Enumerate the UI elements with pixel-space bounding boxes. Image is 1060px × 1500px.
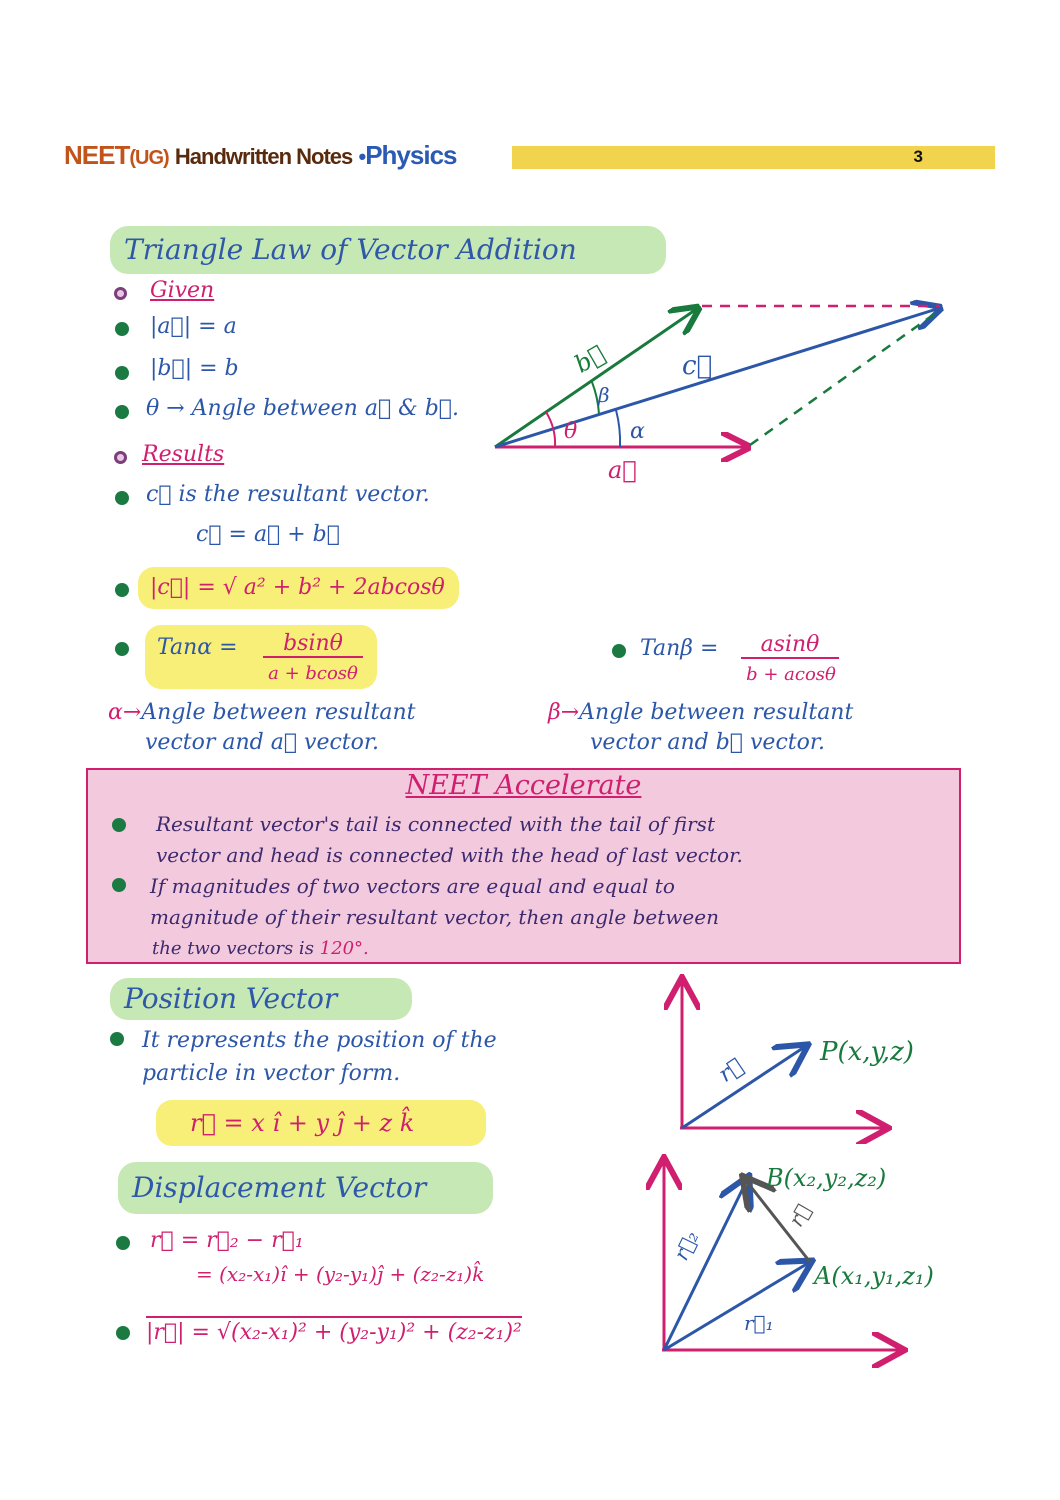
displacement-vector-diagram — [640, 1154, 980, 1374]
tan-alpha-box — [145, 625, 377, 689]
bullet-icon — [112, 818, 126, 832]
label-alpha: α — [630, 419, 645, 444]
header-dot: • — [358, 144, 366, 169]
displacement-eq1: r⃗ = r⃗₂ − r⃗₁ — [150, 1228, 304, 1253]
position-vector-title: Position Vector — [110, 978, 412, 1020]
tan-alpha-denominator: a + bcosθ — [268, 663, 358, 684]
label-a-point: A(x₁,y₁,z₁) — [814, 1262, 934, 1290]
bullet-icon — [115, 491, 129, 505]
header-notes: Handwritten Notes — [174, 144, 353, 169]
bullet-icon — [115, 405, 129, 419]
result-line: c⃗ is the resultant vector. — [146, 482, 430, 507]
header-bar — [512, 146, 995, 169]
given-a: |a⃗| = a — [150, 314, 237, 339]
beta-note-line1: Angle between resultant — [579, 700, 854, 725]
accelerate-point1-line1: Resultant vector's tail is connected with the tail of first — [156, 812, 715, 836]
label-r1: r⃗₁ — [744, 1311, 774, 1335]
label-r: r⃗ — [714, 1053, 748, 1088]
accelerate-point2-line3-text: the two vectors is — [152, 938, 314, 959]
label-theta: θ — [564, 419, 578, 444]
dashed-side-line — [750, 310, 940, 445]
label-p: P(x,y,z) — [820, 1037, 914, 1067]
neet-accelerate-title — [88, 770, 959, 801]
alpha-note-line1: Angle between resultant — [141, 700, 416, 725]
beta-note — [548, 700, 853, 725]
label-b: b⃗ — [569, 339, 610, 379]
accelerate-point2-line1: If magnitudes of two vectors are equal and equal to — [150, 874, 675, 898]
results-label: Results — [142, 442, 225, 467]
position-line2: particle in vector form. — [142, 1061, 401, 1086]
vector-c-line — [495, 308, 940, 447]
given-b: |b⃗| = b — [150, 356, 239, 381]
header-ug: (UG) — [129, 147, 169, 169]
tan-alpha-numerator: bsinθ — [263, 631, 363, 658]
accelerate-point2-line3 — [152, 938, 369, 959]
displacement-vector-title: Displacement Vector — [118, 1162, 493, 1214]
bullet-icon — [115, 322, 129, 336]
position-formula: r⃗ = x î + y ĵ + z k̂ — [156, 1100, 486, 1146]
label-a: a⃗ — [608, 456, 637, 484]
vector-b-line — [495, 308, 698, 447]
tan-beta-numerator: asinθ — [741, 632, 839, 659]
triangle-law-diagram — [480, 290, 960, 490]
bullet-icon — [115, 366, 129, 380]
displacement-eq3: |r⃗| = √(x₂-x₁)² + (y₂-y₁)² + (z₂-z₁)² — [146, 1316, 522, 1345]
given-theta: θ → Angle between a⃗ & b⃗. — [146, 396, 459, 421]
neet-accelerate-box — [86, 768, 961, 964]
results-bullet-icon — [114, 451, 127, 464]
position-vector-diagram — [660, 974, 960, 1144]
beta-symbol: β→ — [548, 700, 580, 725]
bullet-icon — [110, 1032, 124, 1046]
beta-note-line2: vector and b⃗ vector. — [590, 730, 825, 755]
magnitude-formula: |c⃗| = √ a² + b² + 2abcosθ — [138, 567, 459, 609]
alpha-arc — [616, 410, 620, 447]
header-subject: Physics — [365, 140, 457, 170]
bullet-icon — [112, 878, 126, 892]
alpha-note-line2: vector and a⃗ vector. — [145, 730, 379, 755]
accelerate-point2-line2: magnitude of their resultant vector, then angle between — [150, 905, 719, 929]
position-line1: It represents the position of the — [142, 1028, 497, 1053]
page-number: 3 — [913, 147, 923, 166]
bullet-icon — [116, 1236, 130, 1250]
label-r2: r⃗₂ — [668, 1226, 704, 1265]
bullet-icon — [115, 642, 129, 656]
label-r-vector: r⃗ — [783, 1200, 816, 1231]
label-beta: β — [598, 383, 610, 407]
bullet-icon — [116, 1326, 130, 1340]
accelerate-angle: 120°. — [319, 938, 369, 959]
alpha-symbol: α→ — [108, 700, 142, 725]
given-bullet-icon — [114, 287, 127, 300]
label-c: c⃗ — [682, 351, 713, 381]
triangle-law-title: Triangle Law of Vector Addition — [110, 226, 666, 274]
neet-accelerate-title-text: NEET Accelerate — [405, 770, 642, 801]
tan-alpha-lhs: Tanα = — [157, 635, 238, 660]
tan-beta-denominator: b + acosθ — [746, 664, 836, 685]
accelerate-point1-line2: vector and head is connected with the head of last vector. — [156, 843, 743, 867]
header-title — [64, 140, 457, 171]
result-equation: c⃗ = a⃗ + b⃗ — [196, 522, 340, 547]
bullet-icon — [612, 644, 626, 658]
header-neet: NEET — [64, 140, 130, 170]
tan-beta-lhs: Tanβ = — [640, 636, 719, 661]
alpha-note — [108, 700, 415, 725]
given-label: Given — [150, 278, 215, 303]
bullet-icon — [115, 583, 129, 597]
position-vector-line — [682, 1046, 806, 1128]
displacement-eq2: = (x₂-x₁)î + (y₂-y₁)ĵ + (z₂-z₁)k̂ — [196, 1262, 485, 1286]
label-b-point: B(x₂,y₂,z₂) — [766, 1164, 887, 1192]
